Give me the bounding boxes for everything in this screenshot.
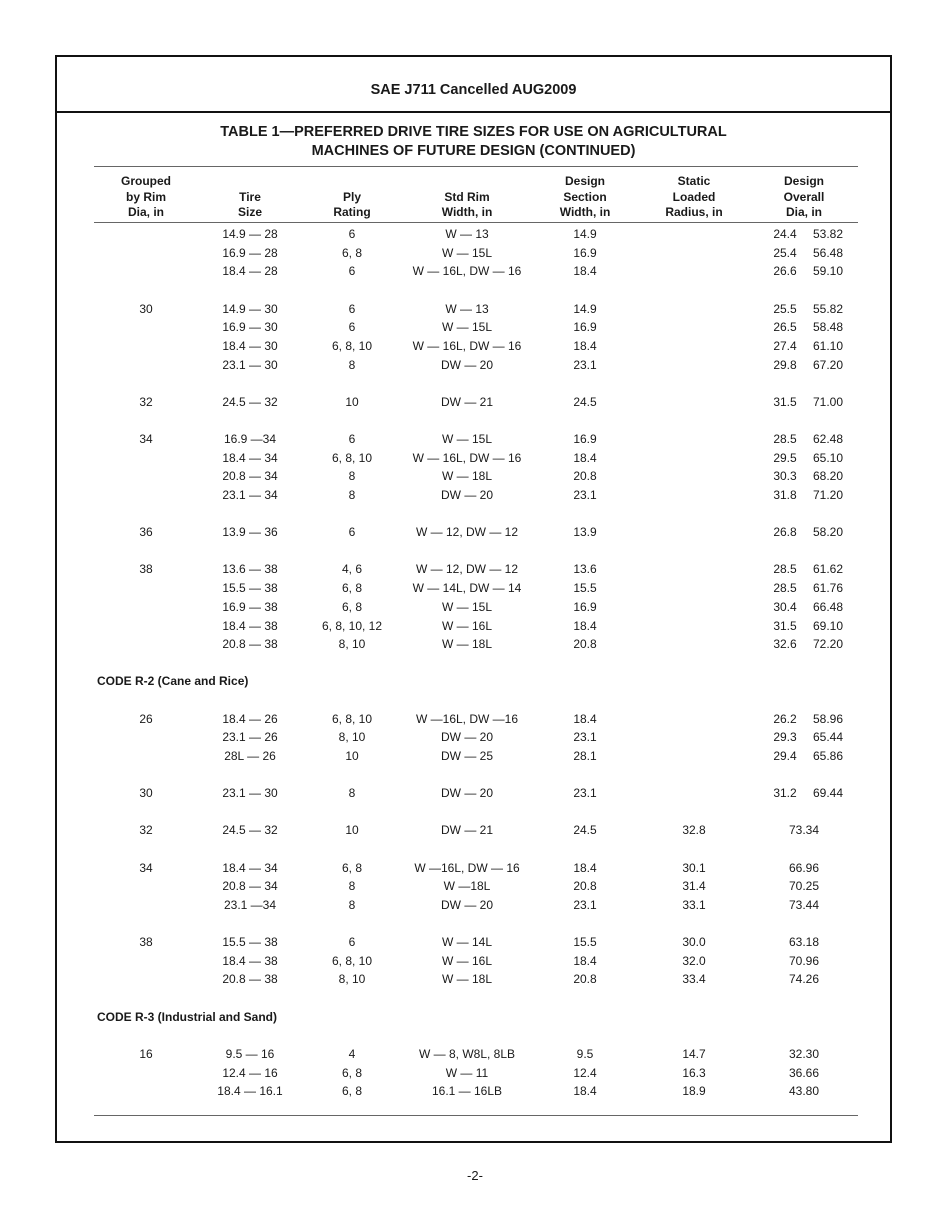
row-spacer [57, 915, 890, 934]
cell-overall-c: 36.66 [788, 1065, 820, 1080]
table-body [57, 225, 890, 1101]
cell-section: 20.8 [573, 469, 597, 484]
cell-ply: 6 [348, 525, 356, 540]
cell-overall-c: 63.18 [788, 935, 820, 950]
cell-static: 30.1 [682, 860, 706, 875]
cell-rim: DW — 20 [440, 897, 494, 912]
cell-tire: 18.4 — 30 [222, 338, 278, 353]
cell-group: 32 [139, 394, 153, 409]
table-row [57, 896, 890, 915]
cell-tire: 18.4 — 34 [222, 860, 278, 875]
cell-ply: 6, 8, 10, 12 [321, 618, 383, 633]
cell-rim: DW — 20 [440, 730, 494, 745]
cell-rim: W — 14L, DW — 14 [412, 581, 522, 596]
cell-ply: 6, 8 [341, 245, 363, 260]
row-spacer [57, 840, 890, 859]
cell-tire: 28L — 26 [224, 748, 276, 763]
cell-tire: 23.1 — 30 [222, 357, 278, 372]
table-row [57, 877, 890, 896]
cell-tire: 20.8 — 38 [222, 637, 278, 652]
cell-rim: W — 15L [441, 245, 493, 260]
header-overall-line: Dia, in [785, 205, 823, 219]
cell-overall-a: 29.5 [773, 450, 797, 465]
table-row [57, 467, 890, 486]
table-bottom-rule [94, 1115, 858, 1116]
header-overall-line: Design [783, 174, 825, 188]
cell-overall-b: 67.20 [812, 357, 843, 372]
cell-tire: 15.5 — 38 [222, 581, 278, 596]
cell-tire: 18.4 — 38 [222, 953, 278, 968]
cell-tire: 24.5 — 32 [222, 394, 278, 409]
table-row [57, 337, 890, 356]
table-row [57, 579, 890, 598]
header-tire-size [238, 190, 262, 221]
cell-overall-c: 66.96 [788, 860, 820, 875]
cell-overall-a: 29.4 [773, 748, 797, 763]
table-row [57, 225, 890, 244]
cell-section: 20.8 [573, 637, 597, 652]
header-rim-line: Std Rim [444, 189, 490, 204]
table-row [57, 523, 890, 542]
cell-rim: DW — 21 [440, 394, 494, 409]
cell-static: 18.9 [682, 1084, 706, 1099]
header-section-line: Width, in [559, 205, 611, 219]
cell-section: 13.9 [573, 525, 597, 540]
cell-tire: 23.1 — 26 [222, 730, 278, 745]
cell-rim: W — 13 [445, 227, 489, 241]
cell-rim: W — 18L [441, 637, 493, 652]
cell-tire: 23.1 — 30 [222, 786, 278, 801]
cell-rim: W — 16L [441, 618, 493, 633]
cell-rim: W — 16L [441, 953, 493, 968]
cell-overall-a: 30.4 [773, 599, 797, 614]
cell-section: 18.4 [573, 1084, 597, 1099]
cell-overall-c: 43.80 [788, 1084, 820, 1099]
table-row [57, 449, 890, 468]
cell-overall-a: 25.4 [773, 245, 797, 260]
cell-section: 13.6 [573, 562, 597, 577]
header-rim-line: Width, in [441, 205, 493, 219]
cell-ply: 6 [348, 935, 356, 950]
row-spacer [57, 542, 890, 561]
header-static-line: Static [677, 174, 711, 188]
cell-tire: 18.4 — 16.1 [217, 1084, 283, 1099]
cell-rim: DW — 20 [440, 786, 494, 801]
cell-section: 15.5 [573, 935, 597, 950]
cell-tire: 15.5 — 38 [222, 935, 278, 950]
header-grouped-line: Grouped [121, 174, 171, 188]
cell-overall-b: 58.48 [812, 320, 843, 335]
header-grouped [121, 174, 171, 221]
cell-overall-b: 61.10 [812, 338, 843, 353]
header-grouped-line: Dia, in [127, 205, 164, 219]
cell-section: 23.1 [573, 786, 597, 801]
header-static-radius [665, 174, 722, 221]
cell-group: 26 [139, 711, 153, 726]
cell-static: 32.0 [682, 953, 706, 968]
cell-rim: W —16L, DW —16 [415, 711, 519, 726]
cell-tire: 18.4 — 28 [222, 264, 278, 279]
cell-tire: 23.1 —34 [223, 897, 277, 912]
cell-group: 34 [139, 860, 153, 875]
document-header: SAE J711 Cancelled AUG2009 [370, 82, 577, 98]
cell-static: 16.3 [682, 1065, 706, 1080]
cell-overall-c: 70.96 [788, 953, 820, 968]
header-ply-rating [333, 190, 370, 221]
cell-ply: 10 [345, 748, 359, 763]
cell-overall-b: 61.76 [812, 581, 843, 596]
row-spacer [57, 281, 890, 300]
cell-section: 20.8 [573, 879, 597, 894]
cell-tire: 12.4 — 16 [222, 1065, 278, 1080]
cell-section: 24.5 [573, 823, 597, 838]
cell-group: 34 [139, 432, 153, 446]
table-row [57, 970, 890, 989]
cell-section: 16.9 [573, 599, 597, 614]
cell-section: 28.1 [573, 748, 597, 763]
table-row [57, 393, 890, 412]
table-row [57, 1064, 890, 1083]
cell-tire: 18.4 — 34 [222, 450, 278, 465]
cell-section: 14.9 [573, 301, 597, 316]
cell-rim: W — 18L [441, 972, 493, 987]
cell-ply: 10 [345, 823, 359, 838]
cell-group: 16 [139, 1046, 153, 1061]
cell-overall-a: 31.8 [773, 488, 797, 503]
cell-tire: 16.9 — 28 [222, 245, 278, 260]
cell-tire: 20.8 — 38 [222, 972, 278, 987]
cell-section: 18.4 [573, 264, 597, 279]
cell-rim: W — 12, DW — 12 [415, 525, 519, 540]
code-heading [57, 672, 890, 691]
cell-ply: 8 [348, 879, 356, 894]
table-row [57, 262, 890, 281]
table-row [57, 747, 890, 766]
cell-ply: 6, 8 [341, 1084, 363, 1099]
cell-overall-b: 59.10 [812, 264, 843, 279]
cell-ply: 4 [348, 1046, 356, 1061]
cell-group: 32 [139, 823, 153, 838]
table-row [57, 784, 890, 803]
cell-ply: 6, 8 [341, 860, 363, 875]
cell-rim: DW — 21 [440, 823, 494, 838]
cell-tire: 18.4 — 26 [222, 711, 278, 726]
cell-rim: DW — 20 [440, 488, 494, 503]
cell-overall-b: 58.96 [812, 711, 843, 726]
header-ply-line: Ply [342, 189, 361, 204]
row-spacer [57, 1026, 890, 1045]
table-title-line-1: TABLE 1—PREFERRED DRIVE TIRE SIZES FOR USE ON AGRICULTURAL [220, 124, 727, 140]
cell-group: 30 [139, 786, 153, 801]
cell-tire: 14.9 — 30 [222, 301, 278, 316]
cell-ply: 8, 10 [338, 730, 366, 745]
cell-overall-a: 26.6 [773, 264, 797, 279]
table-row [57, 821, 890, 840]
cell-overall-c: 70.25 [788, 879, 820, 894]
table-row [57, 933, 890, 952]
cell-section: 14.9 [573, 227, 597, 241]
table-row [57, 560, 890, 579]
cell-group: 38 [139, 935, 153, 950]
cell-rim: DW — 20 [440, 357, 494, 372]
cell-overall-b: 61.62 [812, 562, 843, 577]
cell-overall-b: 65.86 [812, 748, 843, 763]
cell-tire: 23.1 — 34 [222, 488, 278, 503]
header-static-line: Radius, in [665, 205, 723, 219]
cell-rim: W — 13 [445, 301, 489, 316]
cell-ply: 6 [348, 227, 356, 241]
header-section-line: Section [563, 189, 607, 204]
cell-section: 18.4 [573, 450, 597, 465]
cell-ply: 4, 6 [341, 562, 363, 577]
cell-overall-b: 65.10 [812, 450, 843, 465]
cell-tire: 16.9 — 38 [222, 599, 278, 614]
cell-overall-a: 31.5 [773, 618, 797, 633]
cell-tire: 14.9 — 28 [222, 227, 278, 241]
header-tire-line: Size [237, 205, 263, 219]
cell-section: 20.8 [573, 972, 597, 987]
cell-overall-b: 65.44 [812, 730, 843, 745]
cell-section: 16.9 [573, 245, 597, 260]
cell-group: 38 [139, 562, 153, 577]
table-row [57, 635, 890, 654]
cell-overall-b: 66.48 [812, 599, 843, 614]
table-row [57, 356, 890, 375]
cell-overall-a: 29.8 [773, 357, 797, 372]
cell-static: 14.7 [682, 1046, 706, 1061]
cell-rim: W — 16L, DW — 16 [412, 450, 522, 465]
cell-ply: 6, 8, 10 [331, 711, 373, 726]
cell-rim: W — 12, DW — 12 [415, 562, 519, 577]
row-spacer [57, 412, 890, 431]
table-row [57, 318, 890, 337]
cell-ply: 8, 10 [338, 972, 366, 987]
table-title-line-2: MACHINES OF FUTURE DESIGN (CONTINUED) [311, 143, 636, 159]
page-frame [55, 55, 892, 1143]
table-title [57, 123, 890, 161]
page-number: -2- [467, 1168, 483, 1183]
cell-ply: 8 [348, 357, 356, 372]
header-overall-line: Overall [783, 189, 825, 204]
table-row [57, 859, 890, 878]
header-section-width [560, 174, 611, 221]
cell-section: 23.1 [573, 897, 597, 912]
cell-ply: 6, 8 [341, 581, 363, 596]
cell-section: 18.4 [573, 338, 597, 353]
cell-section: 16.9 [573, 432, 597, 446]
cell-static: 31.4 [682, 879, 706, 894]
code-heading-label: CODE R-3 (Industrial and Sand) [97, 1009, 278, 1024]
row-spacer [57, 766, 890, 785]
cell-tire: 24.5 — 32 [222, 823, 278, 838]
table-row [57, 710, 890, 729]
header-std-rim [442, 190, 493, 221]
cell-group: 36 [139, 525, 153, 540]
cell-group: 30 [139, 301, 153, 316]
cell-static: 30.0 [682, 935, 706, 950]
cell-section: 18.4 [573, 711, 597, 726]
cell-overall-a: 29.3 [773, 730, 797, 745]
table-row [57, 598, 890, 617]
table-top-rule [94, 166, 858, 167]
cell-tire: 13.6 — 38 [222, 562, 278, 577]
header-bottom-rule [94, 222, 858, 223]
cell-overall-a: 28.5 [773, 581, 797, 596]
cell-static: 33.4 [682, 972, 706, 987]
cell-overall-a: 24.4 [773, 227, 797, 241]
cell-rim: W — 15L [441, 599, 493, 614]
cell-section: 9.5 [576, 1046, 594, 1061]
row-spacer [57, 691, 890, 710]
table-row [57, 430, 890, 449]
cell-section: 15.5 [573, 581, 597, 596]
cell-overall-b: 58.20 [812, 525, 843, 540]
cell-tire: 13.9 — 36 [222, 525, 278, 540]
cell-tire: 16.9 —34 [223, 432, 277, 446]
cell-overall-c: 74.26 [788, 972, 820, 987]
cell-section: 18.4 [573, 953, 597, 968]
cell-tire: 9.5 — 16 [225, 1046, 275, 1061]
cell-section: 16.9 [573, 320, 597, 335]
cell-rim: W — 11 [445, 1065, 489, 1080]
cell-ply: 10 [345, 394, 359, 409]
cell-static: 32.8 [682, 823, 706, 838]
cell-rim: W —18L [443, 879, 491, 894]
cell-ply: 6 [348, 301, 356, 316]
cell-overall-b: 56.48 [812, 245, 843, 260]
cell-overall-b: 71.20 [812, 488, 843, 503]
cell-rim: W — 16L, DW — 16 [412, 338, 522, 353]
cell-tire: 20.8 — 34 [222, 879, 278, 894]
table-row [57, 300, 890, 319]
row-spacer [57, 374, 890, 393]
cell-tire: 18.4 — 38 [222, 618, 278, 633]
cell-overall-c: 73.34 [788, 823, 820, 838]
cell-tire: 20.8 — 34 [222, 469, 278, 484]
cell-overall-b: 62.48 [812, 432, 843, 446]
cell-section: 12.4 [573, 1065, 597, 1080]
cell-rim: W — 8, W8L, 8LB [418, 1046, 516, 1061]
cell-rim: W — 15L [441, 432, 493, 446]
cell-ply: 8 [348, 897, 356, 912]
cell-ply: 6, 8 [341, 599, 363, 614]
cell-overall-b: 72.20 [812, 637, 843, 652]
cell-rim: 16.1 — 16LB [431, 1084, 503, 1099]
cell-ply: 6 [348, 264, 356, 279]
cell-rim: W —16L, DW — 16 [414, 860, 520, 875]
table-row [57, 1082, 890, 1101]
cell-rim: W — 15L [441, 320, 493, 335]
header-static-line: Loaded [672, 189, 716, 204]
cell-static: 33.1 [682, 897, 706, 912]
code-heading-label: CODE R-2 (Cane and Rice) [97, 674, 249, 689]
cell-ply: 6 [348, 320, 356, 335]
cell-overall-b: 71.00 [812, 394, 843, 409]
table-row [57, 617, 890, 636]
header-tire-line: Tire [239, 189, 261, 204]
table-row [57, 1045, 890, 1064]
cell-section: 24.5 [573, 394, 597, 409]
cell-overall-a: 26.5 [773, 320, 797, 335]
cell-tire: 16.9 — 30 [222, 320, 278, 335]
cell-ply: 8 [348, 469, 356, 484]
cell-overall-a: 31.5 [773, 394, 797, 409]
cell-overall-b: 68.20 [812, 469, 843, 484]
cell-ply: 6, 8, 10 [331, 338, 373, 353]
cell-ply: 6, 8, 10 [331, 953, 373, 968]
header-ply-line: Rating [333, 205, 371, 219]
header-band [57, 57, 890, 113]
cell-overall-b: 53.82 [812, 227, 843, 241]
cell-overall-b: 69.44 [812, 786, 843, 801]
cell-overall-a: 30.3 [773, 469, 797, 484]
header-overall-dia [784, 174, 825, 221]
table-row [57, 486, 890, 505]
cell-overall-b: 69.10 [812, 618, 843, 633]
row-spacer [57, 803, 890, 822]
cell-overall-a: 25.5 [773, 301, 797, 316]
cell-overall-a: 27.4 [773, 338, 797, 353]
cell-ply: 8, 10 [338, 637, 366, 652]
cell-ply: 6 [348, 432, 356, 446]
table-row [57, 952, 890, 971]
table-row [57, 728, 890, 747]
cell-overall-c: 32.30 [788, 1046, 820, 1061]
row-spacer [57, 505, 890, 524]
cell-ply: 8 [348, 786, 356, 801]
header-grouped-line: by Rim [125, 189, 166, 204]
cell-overall-a: 31.2 [773, 786, 797, 801]
cell-ply: 6, 8 [341, 1065, 363, 1080]
table-row [57, 244, 890, 263]
cell-ply: 6, 8, 10 [331, 450, 373, 465]
cell-ply: 8 [348, 488, 356, 503]
header-section-line: Design [564, 174, 606, 188]
cell-overall-b: 55.82 [812, 301, 843, 316]
cell-overall-a: 26.8 [773, 525, 797, 540]
cell-rim: DW — 25 [440, 748, 494, 763]
cell-overall-c: 73.44 [788, 897, 820, 912]
cell-rim: W — 16L, DW — 16 [412, 264, 522, 279]
cell-rim: W — 18L [441, 469, 493, 484]
cell-rim: W — 14L [441, 935, 493, 950]
code-heading [57, 1008, 890, 1027]
cell-overall-a: 28.5 [773, 432, 797, 446]
cell-overall-a: 26.2 [773, 711, 797, 726]
row-spacer [57, 654, 890, 673]
cell-section: 23.1 [573, 730, 597, 745]
cell-overall-a: 32.6 [773, 637, 797, 652]
cell-section: 18.4 [573, 860, 597, 875]
cell-overall-a: 28.5 [773, 562, 797, 577]
row-spacer [57, 989, 890, 1008]
cell-section: 18.4 [573, 618, 597, 633]
cell-section: 23.1 [573, 488, 597, 503]
cell-section: 23.1 [573, 357, 597, 372]
